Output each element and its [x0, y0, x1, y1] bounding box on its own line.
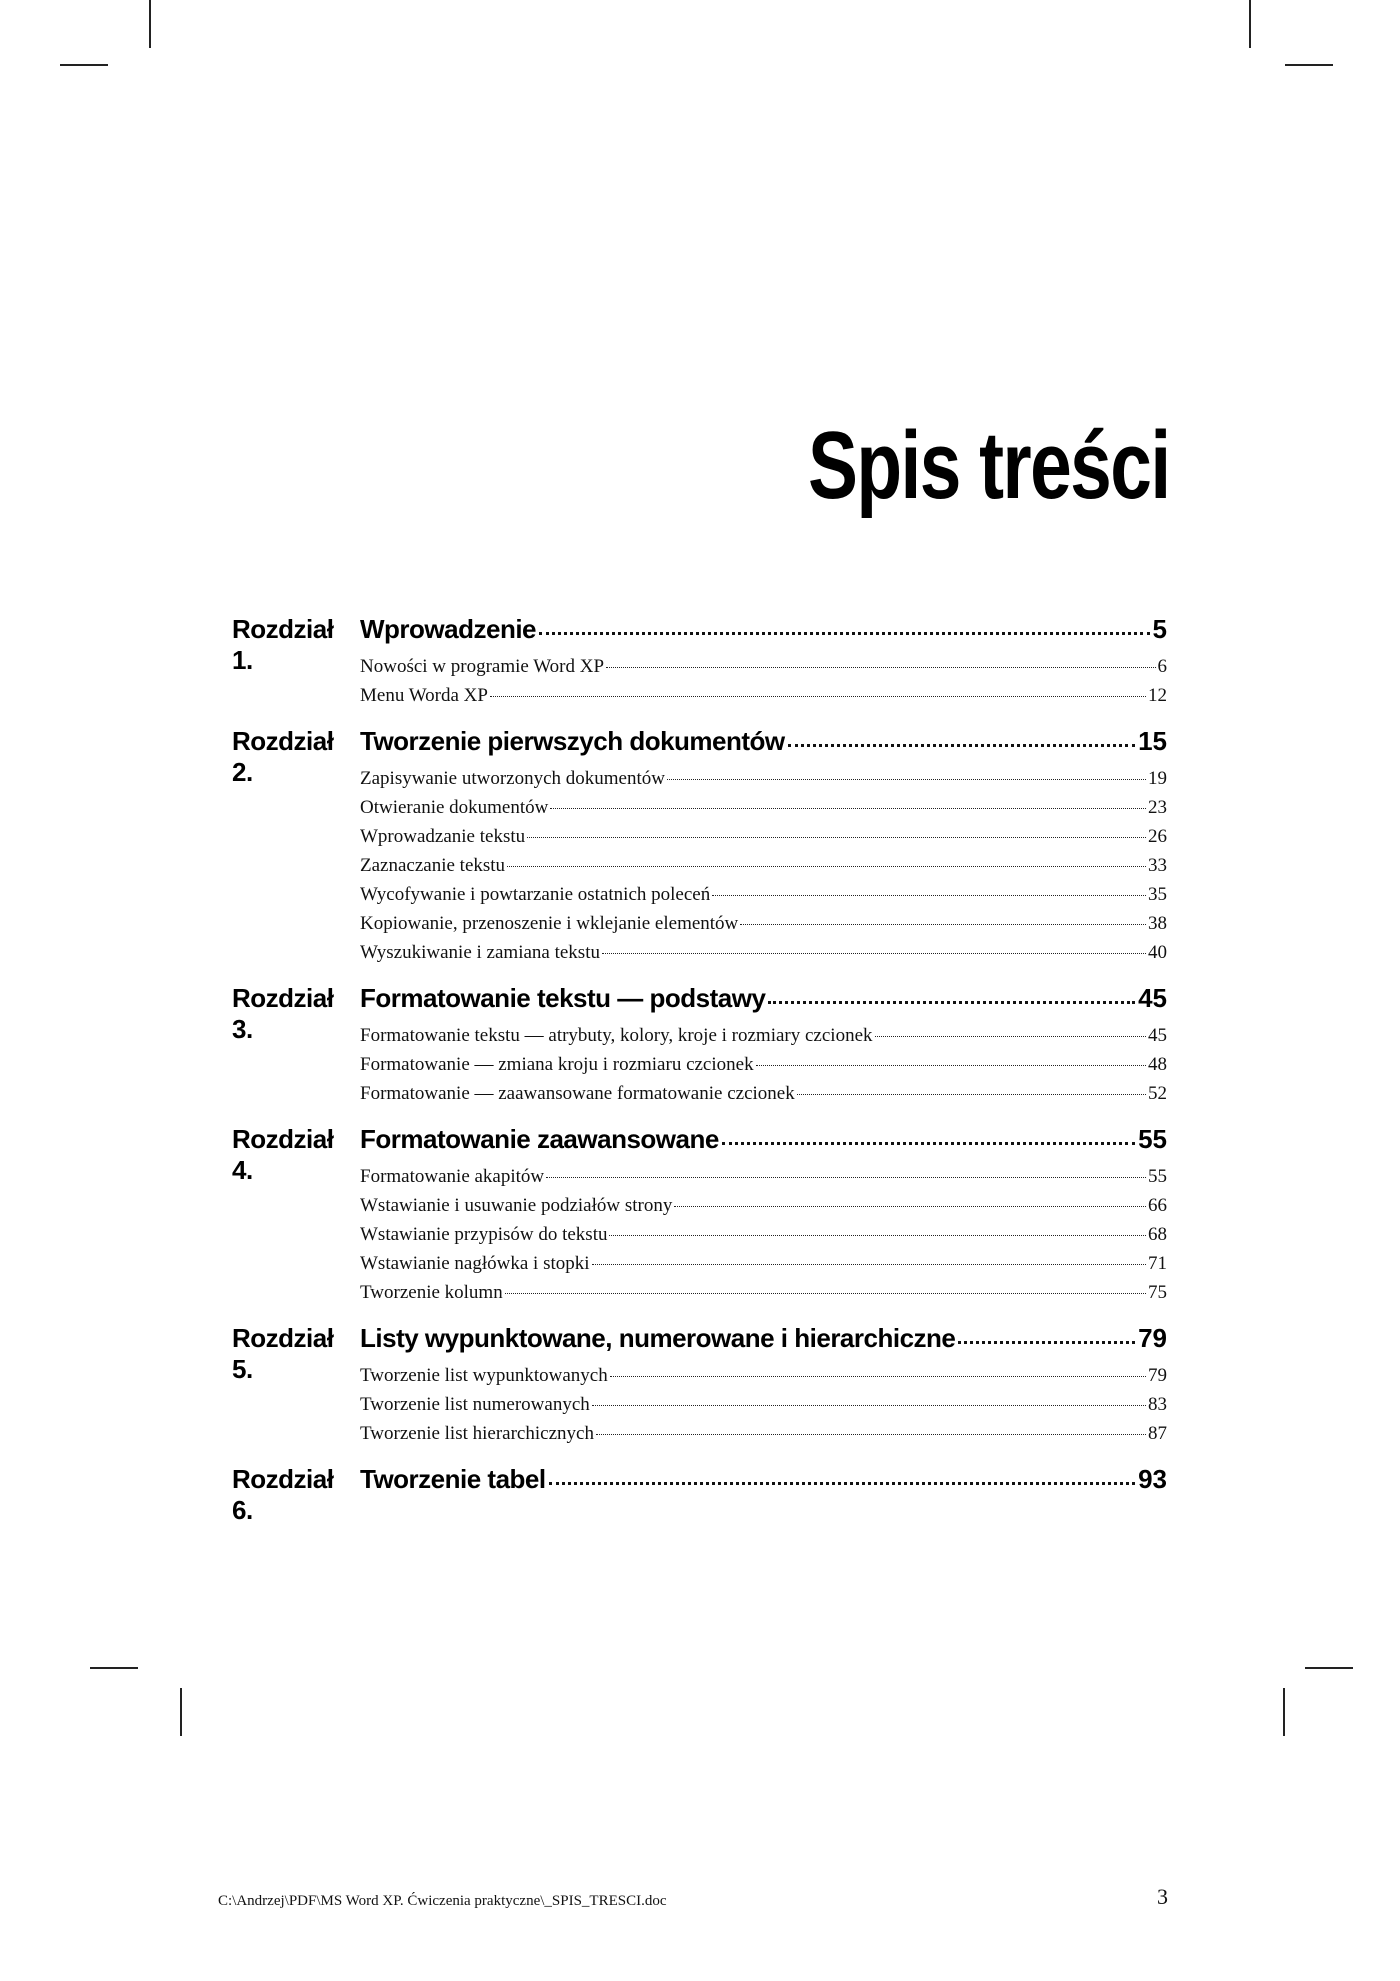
section-page: 48 — [1148, 1054, 1167, 1075]
chapter-title: Tworzenie pierwszych dokumentów — [360, 726, 785, 756]
section-page: 12 — [1148, 685, 1167, 706]
chapter-page: 93 — [1138, 1464, 1167, 1494]
chapter-page: 79 — [1138, 1323, 1167, 1353]
section-list — [360, 1164, 1167, 1317]
dot-leader — [740, 924, 1146, 925]
chapter-entry[interactable] — [232, 1464, 1167, 1525]
footer-file-path: C:\Andrzej\PDF\MS Word XP. Ćwiczenia praktyczne\_SPIS_TRESCI.doc — [218, 1893, 667, 1909]
section-title: Wycofywanie i powtarzanie ostatnich poleceń — [360, 884, 711, 905]
section-entry[interactable] — [360, 913, 1167, 942]
chapter-number: Rozdział 3. — [232, 983, 334, 1044]
section-title: Wprowadzanie tekstu — [360, 826, 526, 847]
section-page: 87 — [1148, 1423, 1167, 1444]
section-entry[interactable] — [360, 1365, 1167, 1394]
section-title: Tworzenie list wypunktowanych — [360, 1365, 608, 1386]
chapter-page: 5 — [1152, 614, 1167, 644]
dot-leader — [539, 632, 1150, 635]
section-entry[interactable] — [360, 1282, 1167, 1311]
section-page: 45 — [1148, 1025, 1167, 1046]
dot-leader — [674, 1206, 1146, 1207]
section-page: 71 — [1148, 1253, 1167, 1274]
crop-mark — [1305, 1667, 1353, 1669]
section-title: Zapisywanie utworzonych dokumentów — [360, 768, 665, 789]
chapter-number: Rozdział 1. — [232, 614, 334, 675]
section-page: 23 — [1148, 797, 1167, 818]
section-title: Formatowanie akapitów — [360, 1166, 545, 1187]
section-page: 79 — [1148, 1365, 1167, 1386]
chapter-title: Formatowanie tekstu — podstawy — [360, 983, 766, 1013]
section-entry[interactable] — [360, 1166, 1167, 1195]
crop-mark — [180, 1688, 182, 1736]
dot-leader — [606, 667, 1155, 668]
dot-leader — [596, 1434, 1146, 1435]
section-page: 35 — [1148, 884, 1167, 905]
dot-leader — [592, 1405, 1146, 1406]
section-title: Tworzenie kolumn — [360, 1282, 503, 1303]
crop-mark — [1283, 1688, 1285, 1736]
section-entry[interactable] — [360, 797, 1167, 826]
chapter-number: Rozdział 4. — [232, 1124, 334, 1185]
section-title: Menu Worda XP — [360, 685, 488, 706]
section-title: Tworzenie list numerowanych — [360, 1394, 590, 1415]
dot-leader — [490, 696, 1146, 697]
chapter-number: Rozdział 6. — [232, 1464, 334, 1525]
section-entry[interactable] — [360, 1253, 1167, 1282]
crop-mark — [1285, 64, 1333, 66]
dot-leader — [602, 953, 1146, 954]
section-title: Nowości w programie Word XP — [360, 656, 605, 677]
dot-leader — [797, 1094, 1146, 1095]
section-title: Otwieranie dokumentów — [360, 797, 549, 818]
section-entry[interactable] — [360, 1423, 1167, 1452]
chapter-title: Formatowanie zaawansowane — [360, 1124, 719, 1154]
section-page: 40 — [1148, 942, 1167, 963]
section-page: 6 — [1157, 656, 1167, 677]
dot-leader — [722, 1142, 1135, 1145]
crop-mark — [60, 64, 108, 66]
section-list — [360, 654, 1167, 720]
section-title: Formatowanie tekstu — atrybuty, kolory, kroje i rozmiary czcionek — [360, 1025, 873, 1046]
dot-leader — [549, 1482, 1135, 1485]
section-title: Wstawianie i usuwanie podziałów strony — [360, 1195, 673, 1216]
section-page: 26 — [1148, 826, 1167, 847]
section-entry[interactable] — [360, 855, 1167, 884]
section-entry[interactable] — [360, 1195, 1167, 1224]
section-page: 38 — [1148, 913, 1167, 934]
dot-leader — [505, 1293, 1146, 1294]
footer-page-number: 3 — [1157, 1884, 1168, 1909]
section-title: Tworzenie list hierarchicznych — [360, 1423, 594, 1444]
chapter-number: Rozdział 5. — [232, 1323, 334, 1384]
table-of-contents — [232, 614, 1167, 1525]
section-entry[interactable] — [360, 656, 1167, 685]
section-title: Formatowanie — zaawansowane formatowanie czcionek — [360, 1083, 795, 1104]
section-page: 55 — [1148, 1166, 1167, 1187]
section-entry[interactable] — [360, 768, 1167, 797]
dot-leader — [609, 1235, 1146, 1236]
section-entry[interactable] — [360, 685, 1167, 714]
section-list — [360, 1023, 1167, 1118]
crop-mark — [1249, 0, 1251, 48]
dot-leader — [507, 866, 1146, 867]
section-title: Wyszukiwanie i zamiana tekstu — [360, 942, 600, 963]
section-title: Formatowanie — zmiana kroju i rozmiaru czcionek — [360, 1054, 754, 1075]
page-title: Spis treści — [808, 412, 1170, 519]
dot-leader — [550, 808, 1146, 809]
crop-mark — [149, 0, 151, 48]
dot-leader — [756, 1065, 1146, 1066]
section-title: Zaznaczanie tekstu — [360, 855, 506, 876]
section-entry[interactable] — [360, 1394, 1167, 1423]
dot-leader — [875, 1036, 1147, 1037]
section-entry[interactable] — [360, 884, 1167, 913]
section-page: 75 — [1148, 1282, 1167, 1303]
dot-leader — [610, 1376, 1146, 1377]
section-page: 19 — [1148, 768, 1167, 789]
crop-mark — [90, 1667, 138, 1669]
dot-leader — [768, 1001, 1135, 1004]
dot-leader — [592, 1264, 1146, 1265]
section-page: 52 — [1148, 1083, 1167, 1104]
section-entry[interactable] — [360, 1054, 1167, 1083]
chapter-page: 55 — [1138, 1124, 1167, 1154]
section-page: 33 — [1148, 855, 1167, 876]
dot-leader — [546, 1177, 1146, 1178]
section-page: 68 — [1148, 1224, 1167, 1245]
section-page: 66 — [1148, 1195, 1167, 1216]
section-title: Wstawianie nagłówka i stopki — [360, 1253, 590, 1274]
chapter-page: 15 — [1138, 726, 1167, 756]
chapter-title: Wprowadzenie — [360, 614, 537, 644]
section-entry[interactable] — [360, 942, 1167, 971]
section-title: Kopiowanie, przenoszenie i wklejanie elementów — [360, 913, 739, 934]
chapter-title: Tworzenie tabel — [360, 1464, 546, 1494]
section-list — [360, 1363, 1167, 1458]
chapter-page: 45 — [1138, 983, 1167, 1013]
section-entry[interactable] — [360, 1224, 1167, 1253]
section-entry[interactable] — [360, 826, 1167, 855]
dot-leader — [527, 837, 1146, 838]
section-entry[interactable] — [360, 1025, 1167, 1054]
section-page: 83 — [1148, 1394, 1167, 1415]
section-title: Wstawianie przypisów do tekstu — [360, 1224, 608, 1245]
dot-leader — [712, 895, 1146, 896]
dot-leader — [788, 744, 1135, 747]
chapter-title: Listy wypunktowane, numerowane i hierarchiczne — [360, 1323, 956, 1353]
section-list — [360, 766, 1167, 977]
section-entry[interactable] — [360, 1083, 1167, 1112]
dot-leader — [958, 1341, 1135, 1344]
dot-leader — [667, 779, 1146, 780]
chapter-number: Rozdział 2. — [232, 726, 334, 787]
